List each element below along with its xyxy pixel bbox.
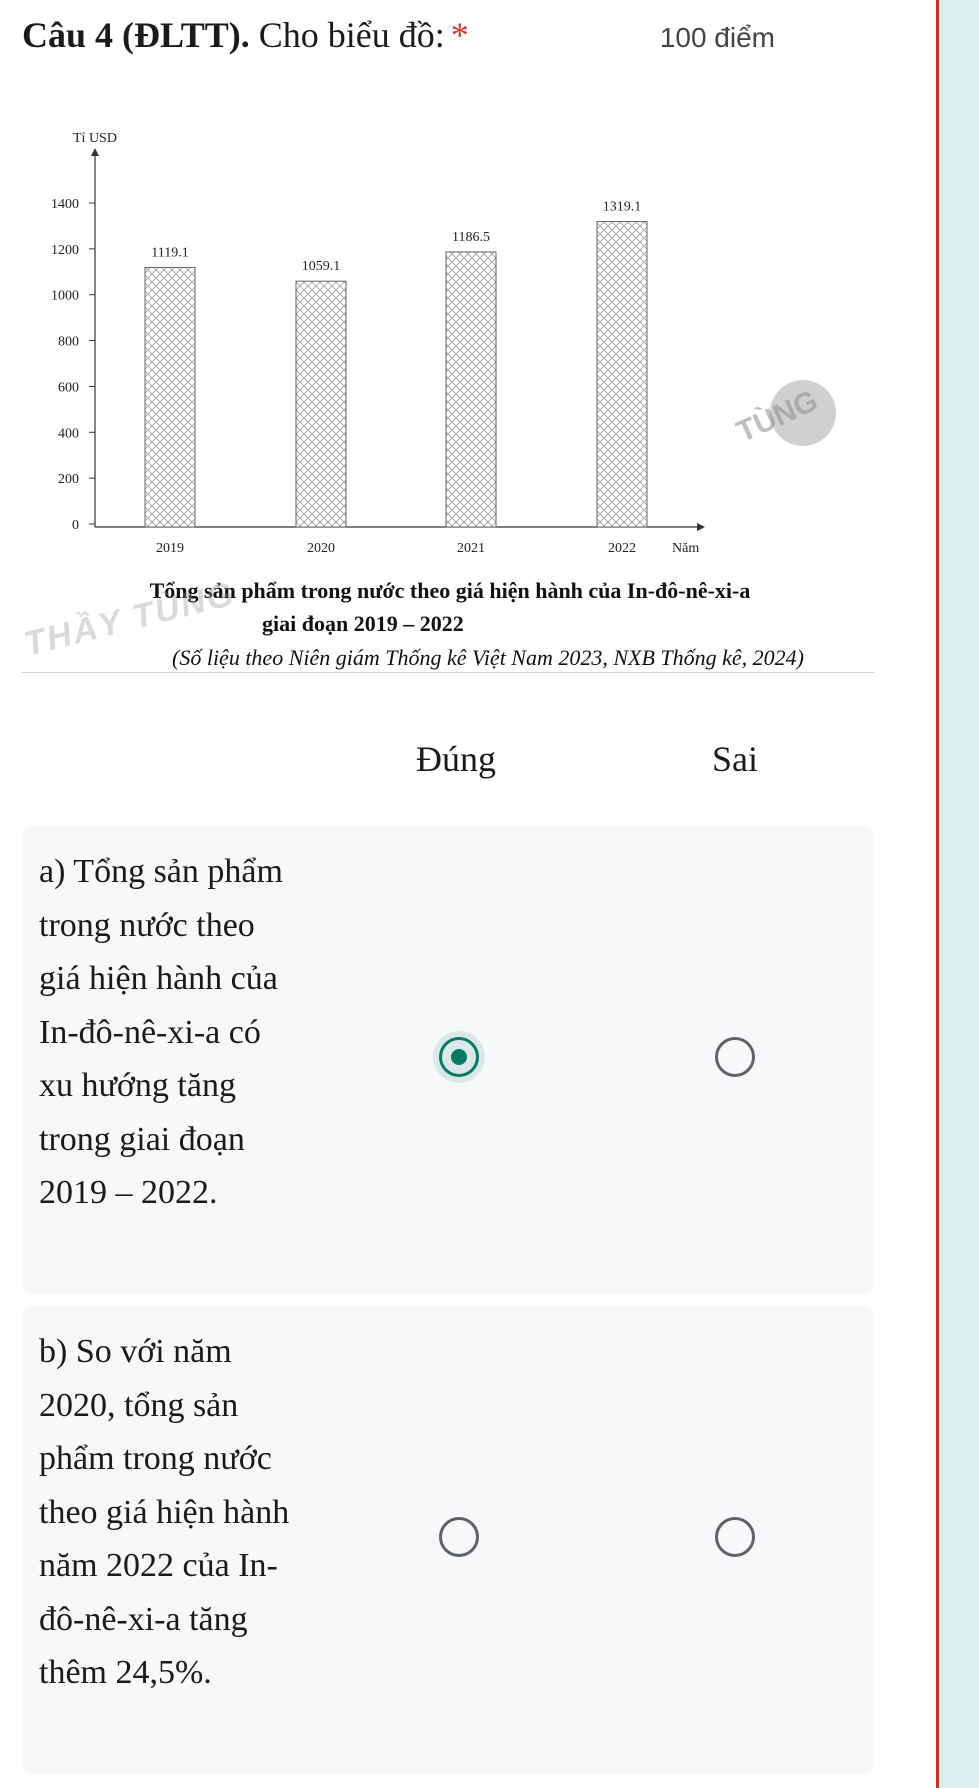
row-b-true-radio[interactable]	[439, 1517, 479, 1557]
y-axis-label: Tỉ USD	[73, 131, 117, 146]
watermark-right: TÙNG	[731, 384, 823, 449]
y-tick-label: 200	[58, 472, 79, 488]
row-a-true-radio[interactable]	[439, 1037, 479, 1077]
y-tick-label: 800	[58, 334, 79, 350]
bar-value-label: 1319.1	[602, 199, 642, 215]
question-title: Câu 4 (ĐLTT). Cho biểu đồ: *	[22, 15, 469, 55]
required-mark: *	[450, 15, 469, 55]
row-b-false-radio[interactable]	[715, 1517, 755, 1557]
column-header-true: Đúng	[416, 739, 496, 779]
bar	[446, 252, 496, 527]
bar	[597, 222, 647, 527]
grid-row-b	[22, 1305, 874, 1775]
x-axis-arrow	[697, 523, 705, 531]
bar-value-label: 1119.1	[151, 245, 189, 261]
y-tick-label: 1200	[51, 242, 79, 258]
bar	[145, 267, 195, 527]
chart-title-line2: giai đoạn 2019 – 2022	[262, 611, 464, 636]
y-tick-label: 0	[72, 518, 79, 533]
row-a-statement: a) Tổng sản phẩm trong nước theo giá hiện hành của In-đô-nê-xi-a có xu hướng tăng trong giai đoạn 2019 – 2022.	[39, 853, 283, 1211]
x-tick-label: 2019	[156, 541, 184, 556]
side-panel	[938, 0, 979, 1788]
row-a-false-radio[interactable]	[715, 1037, 755, 1077]
bar-chart	[0, 130, 900, 570]
chart-title-line1: Tổng sản phẩm trong nước theo giá hiện hành của In-đô-nê-xi-a	[149, 578, 751, 603]
side-divider	[936, 0, 939, 1788]
bar-value-label: 1059.1	[301, 259, 341, 275]
grid-row-a	[22, 825, 874, 1295]
radio-dot	[451, 1049, 467, 1065]
y-tick-label: 1000	[51, 288, 79, 304]
bar	[296, 281, 346, 527]
question-points: 100 điểm	[659, 22, 775, 53]
x-tick-label: 2020	[307, 541, 335, 556]
watermark-left: THẦY TÙNG	[20, 574, 239, 664]
y-axis-arrow	[91, 148, 99, 156]
y-tick-label: 1400	[51, 197, 79, 212]
x-tick-label: 2021	[457, 541, 485, 556]
row-b-statement: b) So với năm 2020, tổng sản phẩm trong nước theo giá hiện hành năm 2022 của In-đô-nê-xi-a tăng thêm 24,5%.	[39, 1333, 290, 1691]
y-tick-label: 400	[58, 426, 79, 442]
x-axis-label: Năm	[672, 541, 700, 556]
column-header-false: Sai	[712, 739, 759, 779]
x-tick-label: 2022	[608, 541, 636, 556]
y-tick-label: 600	[58, 380, 79, 396]
divider	[22, 672, 874, 673]
bar-value-label: 1186.5	[452, 229, 490, 245]
chart-source: (Số liệu theo Niên giám Thống kê Việt Nam 2023, NXB Thống kê, 2024)	[172, 645, 805, 670]
